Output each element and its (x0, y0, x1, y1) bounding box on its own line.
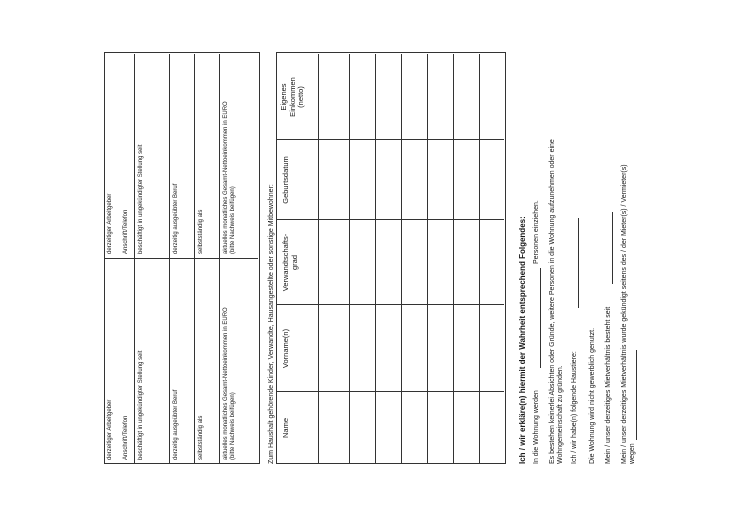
household-row-line (427, 54, 428, 464)
self-employed-label-left: selbstständig als (198, 415, 204, 460)
terminated-line2: wegen (629, 443, 636, 464)
persons-count-field[interactable] (540, 268, 541, 368)
no-intent-line2: Wohngemeinschaft zu gründen. (557, 365, 564, 464)
employer-label-left: derzeitiger Arbeitgeber (107, 399, 113, 460)
table-row-line (134, 54, 135, 464)
no-intent-line1: Es bestehen keinerlei Absichten oder Gründe, weitere Personen in die Wohnung aufzunehmen oder eine (549, 139, 556, 464)
employer-label-right: derzeitiger Arbeitgeber (107, 193, 113, 254)
header-relationship: Verwandtschafts- grad (281, 233, 299, 292)
profession-label-left: derzeitig ausgeübter Beruf (173, 389, 179, 460)
household-row-line (349, 54, 350, 464)
household-row-line (375, 54, 376, 464)
terminated-line1: Mein / unser derzeitiges Mietverhältnis wurde gekündigt seitens des / der Mieter(s) / Vermieter(s) (621, 164, 628, 464)
household-row-line (479, 54, 480, 464)
household-col-line (276, 219, 504, 220)
employment-label-left: beschäftigt in ungekündigter Stellung seit (138, 350, 144, 460)
household-intro: Zum Haushalt gehörende Kinder, Verwandte, Hausangestellte oder sonstige Mitbewohner: (268, 184, 275, 464)
address-label-left: Anschrift/Telefon (123, 415, 129, 460)
move-in-prefix: In die Wohnung werden (533, 390, 540, 464)
income-note-left: (bitte Nachweis beifügen) (230, 392, 236, 460)
not-commercial: Die Wohnung wird nicht gewerblich genutzt. (589, 327, 596, 464)
declaration-title: Ich / wir erkläre(n) hiermit der Wahrheit entsprechend Folgendes: (518, 216, 527, 464)
header-name: Name (281, 418, 290, 439)
table-row-line (219, 54, 220, 464)
household-col-line (276, 304, 504, 305)
table-row-line (194, 54, 195, 464)
self-employed-label-right: selbstständig als (198, 209, 204, 254)
rotated-form-page (92, 40, 712, 480)
household-col-line (276, 391, 504, 392)
household-row-line (453, 54, 454, 464)
household-col-line (276, 139, 504, 140)
header-birthdate: Geburtsdatum (281, 156, 290, 204)
termination-reason-field[interactable] (636, 350, 637, 440)
tenancy-since-label: Mein / unser derzeitiges Mietverhältnis besteht seit (605, 306, 612, 464)
pets-label: Ich / wir habe(n) folgende Haustiere: (571, 351, 578, 464)
tenancy-since-field[interactable] (612, 212, 613, 284)
address-label-right: Anschrift/Telefon (123, 209, 129, 254)
move-in-suffix: Personen einziehen. (533, 200, 540, 264)
pets-field[interactable] (578, 218, 579, 308)
income-note-right: (bitte Nachweis beifügen) (230, 186, 236, 254)
household-row-line (401, 54, 402, 464)
income-label-left: aktuelles monatliches Gesamt-Nettoeinkommen in EURO (223, 307, 229, 460)
income-label-right: aktuelles monatliches Gesamt-Nettoeinkommen in EURO (223, 101, 229, 254)
header-income: Eigenes Einkommen (netto) (279, 77, 305, 117)
table-row-line (169, 54, 170, 464)
header-firstname: Vorname(n) (281, 328, 290, 369)
household-header-line (318, 54, 319, 464)
employment-table-divider (104, 258, 258, 259)
employment-label-right: beschäftigt in ungekündigter Stellung seit (138, 144, 144, 254)
household-table (276, 52, 506, 464)
profession-label-right: derzeitig ausgeübter Beruf (173, 183, 179, 254)
